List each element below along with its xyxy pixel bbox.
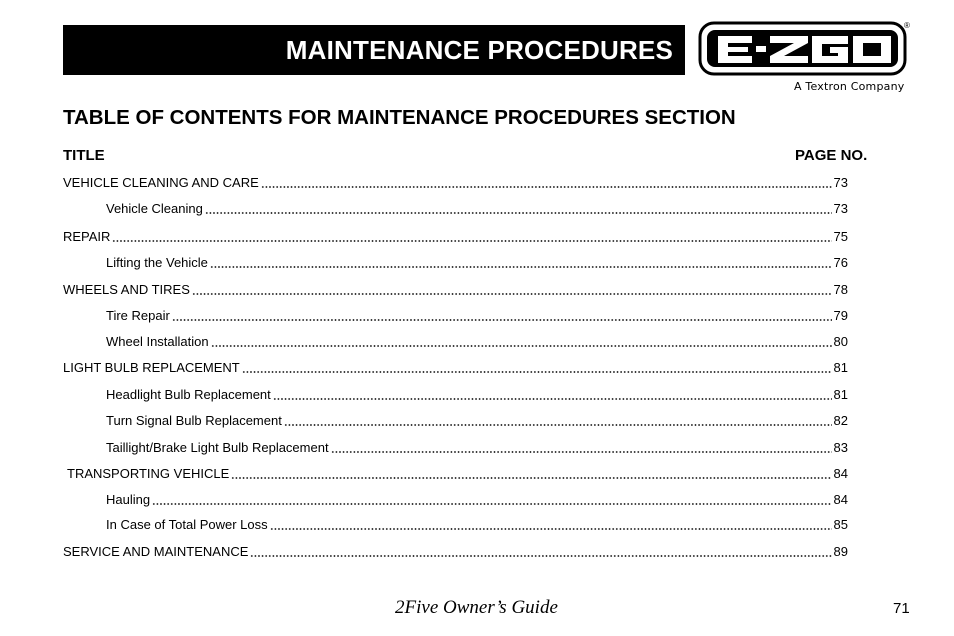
toc-dot-leader bbox=[331, 451, 832, 453]
column-header-page: PAGE NO. bbox=[795, 147, 868, 164]
page-header-title: MAINTENANCE PROCEDURES bbox=[285, 34, 673, 65]
toc-dot-leader bbox=[242, 371, 832, 373]
toc-entry-page: 79 bbox=[833, 308, 848, 323]
toc-entry bbox=[106, 255, 848, 271]
toc-entry-page: 73 bbox=[833, 175, 848, 190]
toc-entry-page: 89 bbox=[833, 544, 848, 559]
toc-entry bbox=[63, 282, 848, 298]
toc-dot-leader bbox=[273, 398, 832, 400]
toc-entry bbox=[106, 201, 848, 217]
toc-dot-leader bbox=[112, 240, 831, 242]
toc-entry-label: Turn Signal Bulb Replacement bbox=[106, 413, 282, 428]
toc-entry-label: SERVICE AND MAINTENANCE bbox=[63, 544, 249, 559]
toc-entry bbox=[63, 175, 848, 191]
toc-entry-page: 80 bbox=[833, 334, 848, 349]
toc-entry-label: In Case of Total Power Loss bbox=[106, 517, 268, 532]
toc-dot-leader bbox=[250, 555, 831, 557]
toc-entry-page: 76 bbox=[833, 255, 848, 270]
toc-dot-leader bbox=[261, 186, 832, 188]
toc-entry-page: 81 bbox=[833, 360, 848, 375]
toc-dot-leader bbox=[270, 528, 832, 530]
toc-entry-label: LIGHT BULB REPLACEMENT bbox=[63, 360, 240, 375]
toc-entry bbox=[106, 308, 848, 324]
toc-entry-label: Vehicle Cleaning bbox=[106, 201, 203, 216]
toc-dot-leader bbox=[172, 319, 832, 321]
footer-page-number: 71 bbox=[893, 600, 910, 617]
toc-dot-leader bbox=[152, 503, 831, 505]
toc-entry bbox=[63, 544, 848, 560]
toc-entry-label: Headlight Bulb Replacement bbox=[106, 387, 271, 402]
toc-entry bbox=[106, 492, 848, 508]
column-header-title: TITLE bbox=[63, 147, 105, 164]
logo-tagline: A Textron Company bbox=[794, 80, 905, 93]
toc-entry bbox=[106, 387, 848, 403]
toc-dot-leader bbox=[231, 477, 831, 479]
toc-dot-leader bbox=[210, 266, 832, 268]
toc-entry bbox=[67, 466, 848, 482]
toc-entry-label: Hauling bbox=[106, 492, 151, 507]
toc-entry-label: VEHICLE CLEANING AND CARE bbox=[63, 175, 259, 190]
toc-dot-leader bbox=[192, 293, 832, 295]
toc-entry-label: TRANSPORTING VEHICLE bbox=[67, 466, 230, 481]
toc-dot-leader bbox=[205, 212, 832, 214]
toc-entry bbox=[106, 440, 848, 456]
toc-entry-page: 82 bbox=[833, 413, 848, 428]
toc-entry-label: WHEELS AND TIRES bbox=[63, 282, 190, 297]
toc-entry-page: 85 bbox=[833, 517, 848, 532]
toc-entry-page: 78 bbox=[833, 282, 848, 297]
toc-dot-leader bbox=[284, 424, 832, 426]
toc-entry bbox=[106, 517, 848, 533]
toc-entry-page: 73 bbox=[833, 201, 848, 216]
toc-entry-page: 75 bbox=[833, 229, 848, 244]
section-title: TABLE OF CONTENTS FOR MAINTENANCE PROCEDURES SECTION bbox=[63, 106, 736, 129]
toc-dot-leader bbox=[211, 345, 832, 347]
toc-entry bbox=[106, 413, 848, 429]
toc-entry bbox=[63, 229, 848, 245]
toc-entry-page: 83 bbox=[833, 440, 848, 455]
toc-entry bbox=[106, 334, 848, 350]
toc-entry bbox=[63, 360, 848, 376]
toc-entry-page: 84 bbox=[833, 492, 848, 507]
toc-entry-label: Tire Repair bbox=[106, 308, 170, 323]
registered-mark: ® bbox=[904, 21, 910, 30]
toc-entry-label: Taillight/Brake Light Bulb Replacement bbox=[106, 440, 329, 455]
toc-entry-label: REPAIR bbox=[63, 229, 111, 244]
toc-entry-label: Wheel Installation bbox=[106, 334, 209, 349]
footer-guide-title: 2Five Owner’s Guide bbox=[395, 597, 558, 618]
toc-entry-page: 84 bbox=[833, 466, 848, 481]
toc-entry-page: 81 bbox=[833, 387, 848, 402]
toc-entry-label: Lifting the Vehicle bbox=[106, 255, 208, 270]
